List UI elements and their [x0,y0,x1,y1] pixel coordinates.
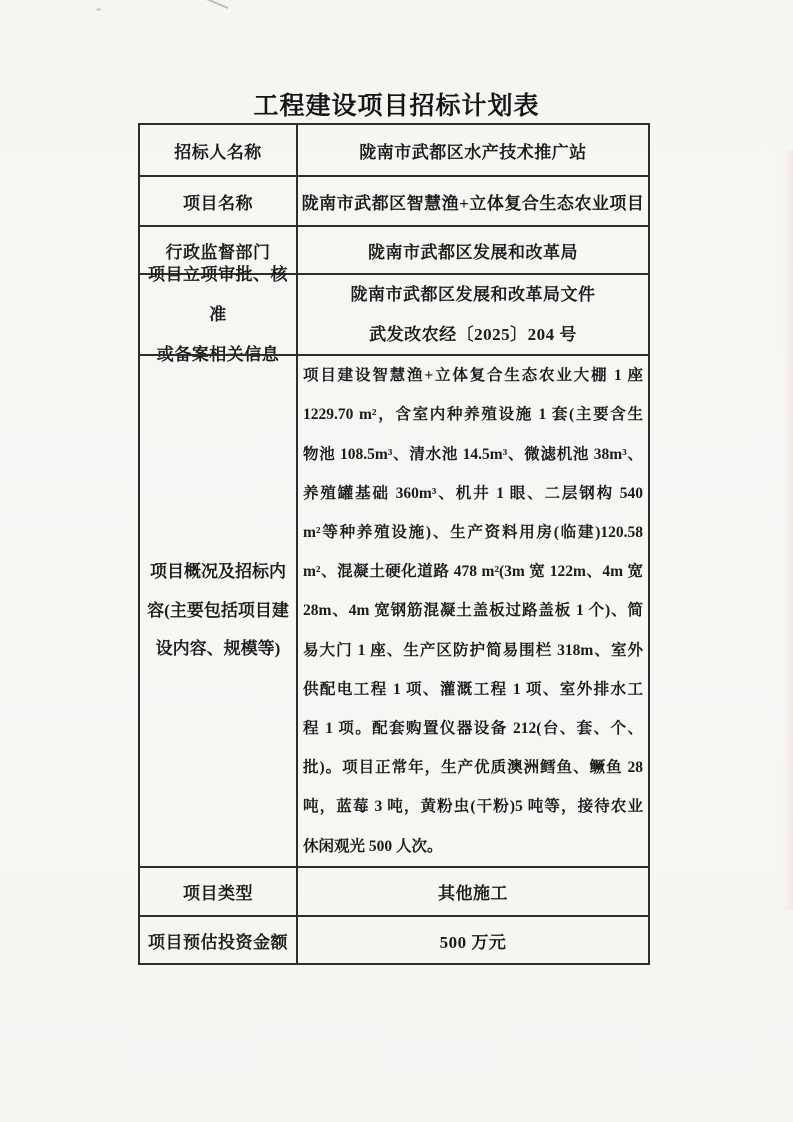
text-line: 1229.70 m²，含室内种养殖设施 1 套(主要含生 [303,406,643,424]
label-line: 或备案相关信息 [156,344,280,364]
row-value-estimated-investment: 500 万元 [439,932,507,952]
text-line: 项目建设智慧渔+立体复合生态农业大棚 1 座 [303,367,643,385]
scan-artifact [204,0,229,9]
text-line: 养殖罐基础 360m³、机井 1 眼、二层钢构 540 [303,484,643,502]
row-label-supervisory-dept: 行政监督部门 [140,227,298,273]
scan-artifact [96,8,101,11]
text-line: 吨，蓝莓 3 吨，黄粉虫(干粉)5 吨等，接待农业 [303,798,643,816]
text-line: 供配电工程 1 项、灌溉工程 1 项、室外排水工 [303,680,643,698]
row-value-project-type: 其他施工 [438,884,508,903]
bidding-plan-table [138,123,650,965]
label-line: 项目概况及招标内 [150,562,286,582]
table-row-project-overview [140,354,648,866]
table-row-project-type [140,866,648,915]
text-line: 休闲观光 500 人次。 [303,837,443,855]
row-label-estimated-investment: 项目预估投资金额 [140,917,298,963]
row-label-project-name: 项目名称 [140,177,298,225]
scan-edge-artifact [783,150,793,910]
value-line: 陇南市武都区发展和改革局文件 [350,284,596,304]
text-line: 物池 108.5m³、清水池 14.5m³、微滤机池 38m³、 [303,445,643,463]
row-value-tenderer: 陇南市武都区水产技术推广站 [359,142,587,162]
text-line: m²等种养殖设施)、生产资料用房(临建)120.58 [303,524,643,542]
text-line: 28m、4m 宽钢筋混凝土盖板过路盖板 1 个)、简 [303,602,643,620]
text-line: 易大门 1 座、生产区防护简易围栏 318m、室外 [303,641,643,659]
row-value-supervisory-dept: 陇南市武都区发展和改革局 [368,242,578,262]
row-value-project-overview [298,356,648,866]
row-value-project-name: 陇南市武都区智慧渔+立体复合生态农业项目 [301,193,645,213]
row-value-approval-info [298,275,648,354]
page-title: 工程建设项目招标计划表 [253,93,540,120]
table-row-project-name [140,175,648,225]
row-label-tenderer: 招标人名称 [140,125,298,175]
label-line: 容(主要包括项目建 [147,600,289,620]
row-label-project-type: 项目类型 [140,868,298,915]
table-row-approval-info [140,264,648,364]
table-row-tenderer [140,125,648,175]
text-line: m²、混凝土硬化道路 478 m²(3m 宽 122m、4m 宽 [303,563,643,581]
table-row-estimated-investment [140,915,648,963]
value-line: 武发改农经〔2025〕204 号 [369,324,577,344]
row-label-project-overview [140,356,298,866]
text-line: 程 1 项。配套购置仪器设备 212(台、套、个、 [303,719,643,737]
text-line: 批)。项目正常年，生产优质澳洲鳕鱼、鳜鱼 28 [303,759,643,777]
label-line: 设内容、规模等) [155,639,281,659]
label-line: 项目立项审批、核准 [148,264,288,324]
row-label-approval-info [140,264,298,364]
